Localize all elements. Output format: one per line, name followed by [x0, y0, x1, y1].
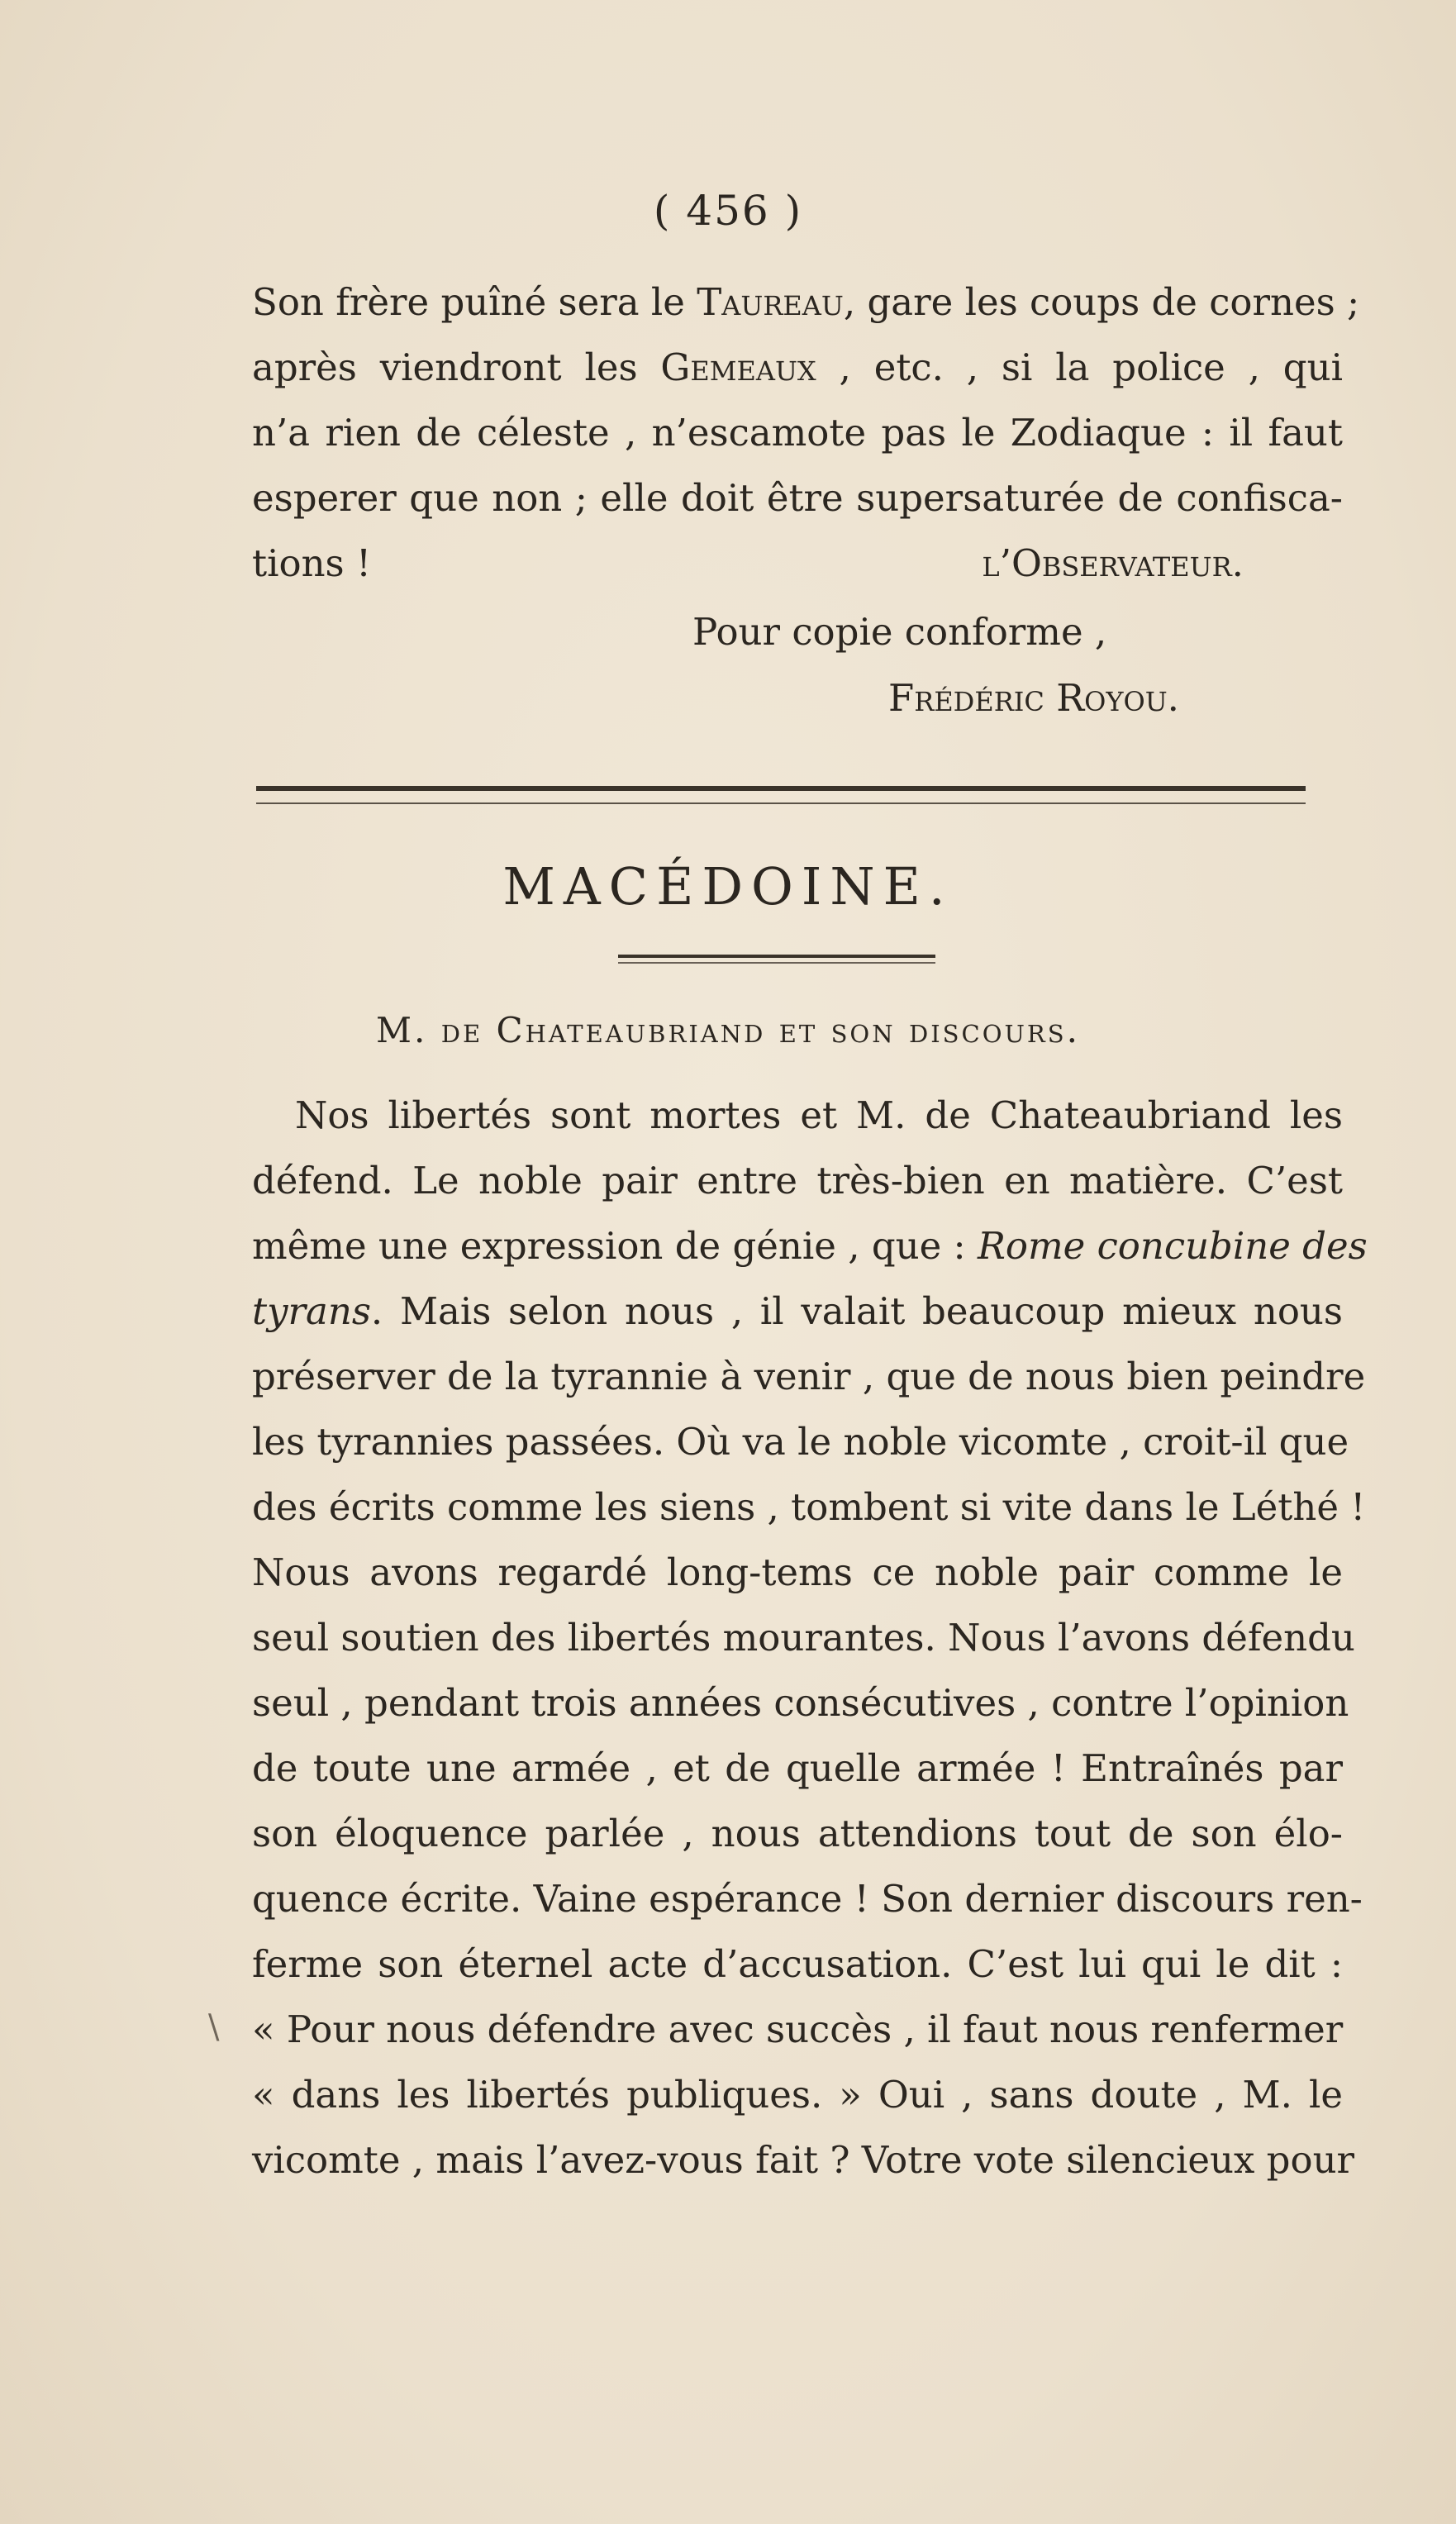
zodiac-name-taureau: Taureau — [697, 280, 844, 324]
article-body — [252, 1083, 1368, 2193]
article-subtitle: M. de Chateaubriand et son discours. — [376, 1010, 1080, 1050]
page-number: ( 456 ) — [653, 187, 803, 235]
text-line: Son frère puîné sera le Taureau, gare les coups de cornes ; — [252, 280, 1360, 324]
text-line: après viendront les Gemeaux , etc. , si la police , qui — [252, 345, 1343, 389]
title-underline-rule — [618, 955, 935, 964]
text-line: défend. Le noble pair entre très-bien en matière. C’est — [252, 1159, 1343, 1202]
section-title: MACÉDOINE. — [502, 856, 954, 917]
text-line: « Pour nous défendre avec succès , il faut nous renfermer — [252, 2007, 1344, 2051]
text-line: ferme son éternel acte d’accusation. C’est lui qui le dit : — [252, 1942, 1343, 1986]
text-line-end: tions ! — [252, 541, 372, 585]
text-line: Nos libertés sont mortes et M. de Chateaubriand les — [295, 1093, 1343, 1137]
text-line: même une expression de génie , que : Rome concubine des — [252, 1224, 1368, 1268]
italic-quote: tyrans — [252, 1289, 371, 1333]
text-line-with-signature — [252, 531, 1343, 596]
text-line: tyrans. Mais selon nous , il valait beaucoup mieux nous — [252, 1289, 1343, 1333]
copy-conforme-label: Pour copie conforme , — [692, 610, 1107, 654]
text-line: seul , pendant trois années consécutives , contre l’opinion — [252, 1681, 1349, 1725]
text-line: préserver de la tyrannie à venir , que de nous bien peindre — [252, 1355, 1366, 1398]
text-line: vicomte , mais l’avez-vous fait ? Votre vote silencieux pour — [252, 2138, 1355, 2182]
text-line: de toute une armée , et de quelle armée ! Entraînés par — [252, 1746, 1343, 1790]
text-line: esperer que non ; elle doit être supersaturée de confisca- — [252, 476, 1343, 520]
text-line: des écrits comme les siens , tombent si vite dans le Léthé ! — [252, 1485, 1366, 1529]
text-line: son éloquence parlée , nous attendions tout de son élo- — [252, 1812, 1343, 1855]
intro-paragraph — [252, 269, 1360, 596]
signature-observateur: l’Observateur. — [982, 541, 1244, 585]
italic-quote: Rome concubine des — [978, 1224, 1368, 1268]
text-line: n’a rien de céleste , n’escamote pas le Zodiaque : il faut — [252, 411, 1343, 455]
text-line: « dans les libertés publiques. » Oui , sans doute , M. le — [252, 2073, 1343, 2117]
text-line: les tyrannies passées. Où va le noble vicomte , croit-il que — [252, 1420, 1349, 1464]
section-divider-rule — [256, 786, 1306, 804]
text-line: seul soutien des libertés mourantes. Nous l’avons défendu — [252, 1616, 1355, 1660]
text-line: quence écrite. Vaine espérance ! Son dernier discours ren- — [252, 1877, 1363, 1921]
zodiac-name-gemeaux: Gemeaux — [660, 345, 816, 389]
margin-mark: \ — [208, 2008, 220, 2046]
signature-royou: Frédéric Royou. — [888, 676, 1179, 720]
text-line: Nous avons regardé long-tems ce noble pair comme le — [252, 1550, 1343, 1594]
